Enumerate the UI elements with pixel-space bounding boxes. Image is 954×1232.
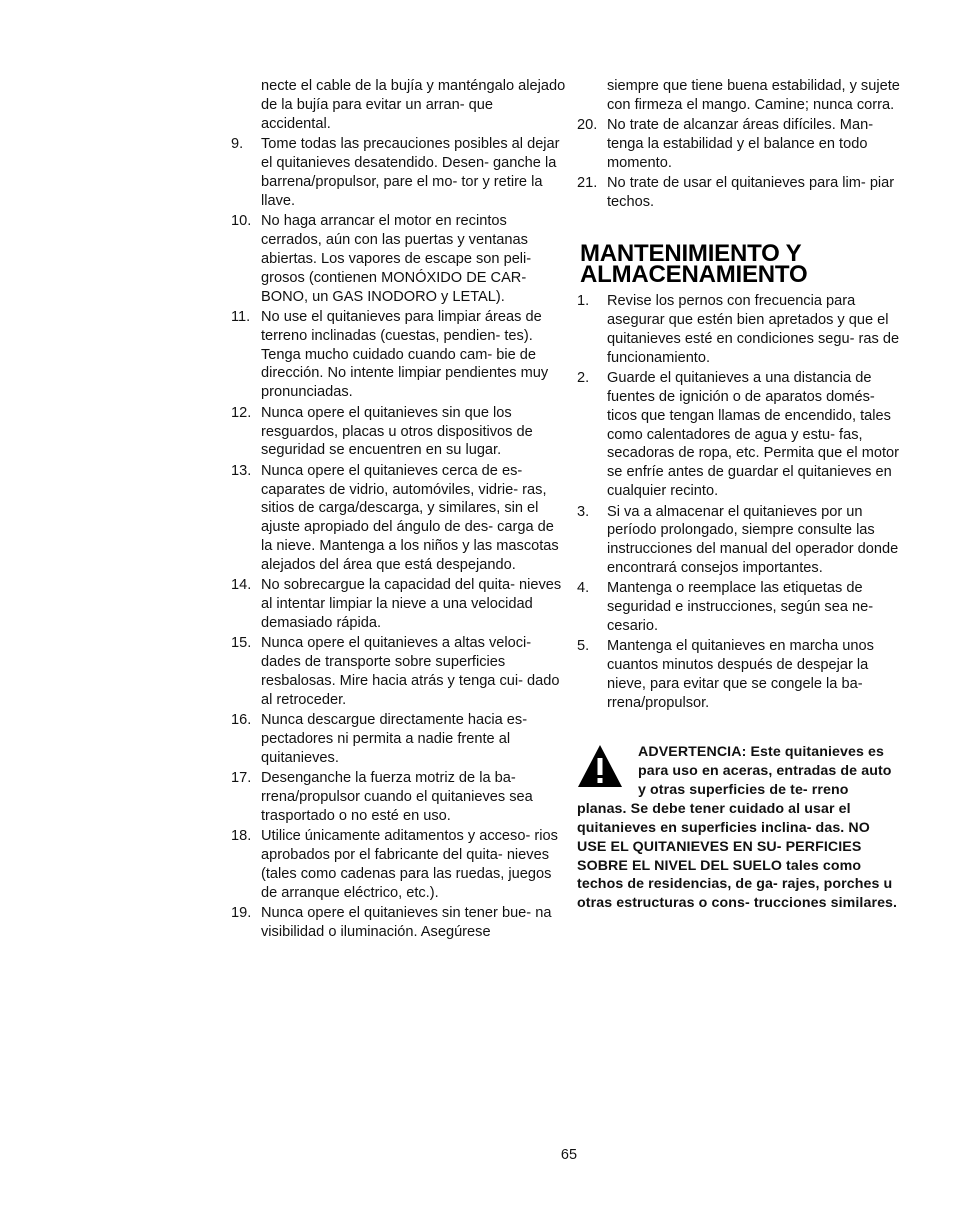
list-item: 20. No trate de alcanzar áreas difíciles. Man- tenga la estabilidad y el balance en todo momento. bbox=[577, 117, 874, 171]
list-item: 13. Nunca opere el quitanieves cerca de es- caparates de vidrio, automóviles, vidrie- ras, sitios de carga/descarga, y similares, sin el ajuste apropiado del ángulo de des- carga de la nieve. Mantenga a los niños y las mascotas alejados del área que está despejando. bbox=[231, 462, 559, 574]
safety-list-right bbox=[577, 116, 902, 212]
list-item: 10. No haga arrancar el motor en recintos cerrados, aún con las puertas y ventanas abiertas. Los vapores de escape son peli- grosos (contienen MONÓXIDO DE CAR- BONO, un GAS INODORO y LETAL). bbox=[231, 212, 532, 305]
continued-paragraph: necte el cable de la bujía y manténgalo alejado de la bujía para evitar un arran- que accidental. bbox=[261, 78, 566, 132]
list-item: 18. Utilice únicamente aditamentos y acceso- rios aprobados por el fabricante del quita- nieves (tales como cadenas para las ruedas, juegos de arranque eléctrico, etc.). bbox=[231, 828, 558, 902]
list-item: 2. Guarde el quitanieves a una distancia de fuentes de ignición o de aparatos domés- ticos que tengan llamas de encendido, tales como calentadores de agua y estu- fas, secadoras de ropa, etc. Permita que el motor se enfríe antes de guardar el quitanieves en cualquier recinto. bbox=[577, 369, 900, 500]
list-item: 16. Nunca descargue directamente hacia es- pectadores ni permita a nadie frente al quitanieves. bbox=[231, 712, 528, 767]
list-item: 15. Nunca opere el quitanieves a altas veloci- dades de transporte sobre superficies resbalosas. Mire hacia atrás y tenga cui- dado al retroceder. bbox=[231, 635, 560, 709]
safety-list-left bbox=[231, 135, 566, 942]
section-title: MANTENIMIENTO Y ALMACENAMIENTO bbox=[580, 239, 808, 289]
continued-paragraph: siempre que tiene buena estabilidad, y sujete con firmeza el mango. Camine; nunca corra. bbox=[607, 78, 900, 113]
list-item: 4. Mantenga o reemplace las etiquetas de seguridad e instrucciones, según sea ne- cesario. bbox=[577, 580, 874, 635]
list-item: 9. Tome todas las precauciones posibles al dejar el quitanieves desatendido. Desen- ganche la barrena/propulsor, pare el mo- tor y retire la llave. bbox=[231, 136, 560, 209]
warning-text: ADVERTENCIA: Este quitanieves es para uso en aceras, entradas de auto y otras superficies de te- rreno planas. Se debe tener cuidado al usar el quitanieves en superficies inclina- das. NO USE EL QUITANIEVES EN SU- PERFICIES SOBRE EL NIVEL DEL SUELO tales como techos de residencias, de ga- rajes, porches u otras estructuras o cons- trucciones similares. bbox=[577, 744, 898, 912]
list-item: 3. Si va a almacenar el quitanieves por un período prolongado, siempre consulte las instrucciones del manual del operador donde encontrará consejos importantes. bbox=[577, 503, 899, 577]
list-item: 11. No use el quitanieves para limpiar áreas de terreno inclinadas (cuestas, pendien- tes). Tenga mucho cuidado cuando cam- bie de dirección. No intente limpiar pendientes muy pronunciadas. bbox=[231, 308, 549, 401]
list-item: 1. Revise los pernos con frecuencia para asegurar que estén bien apretados y que el quitanieves esté en condiciones segu- ras de funcionamiento. bbox=[577, 292, 900, 366]
list-item: 19. Nunca opere el quitanieves sin tener bue- na visibilidad o iluminación. Asegúrese bbox=[231, 905, 552, 941]
maintenance-list bbox=[577, 292, 902, 713]
list-item: 5. Mantenga el quitanieves en marcha unos cuantos minutos después de despejar la nieve, para evitar que se congele la ba- rrena/propulsor. bbox=[577, 638, 874, 712]
list-item: 14. No sobrecargue la capacidad del quita- nieves al intentar limpiar la nieve a una velocidad demasiado rápida. bbox=[231, 577, 562, 632]
warning-triangle-icon bbox=[577, 743, 623, 789]
left-column bbox=[231, 77, 566, 943]
right-column bbox=[577, 77, 902, 913]
list-item: 12. Nunca opere el quitanieves sin que los resguardos, placas u otros dispositivos de seguridad se encuentren en su lugar. bbox=[231, 404, 533, 459]
list-item: 17. Desenganche la fuerza motriz de la ba- rrena/propulsor cuando el quitanieves sea trasportado o no esté en uso. bbox=[231, 770, 533, 825]
page-number: 65 bbox=[560, 1147, 578, 1163]
warning-box bbox=[577, 743, 902, 913]
list-item: 21. No trate de usar el quitanieves para lim- piar techos. bbox=[577, 175, 895, 211]
